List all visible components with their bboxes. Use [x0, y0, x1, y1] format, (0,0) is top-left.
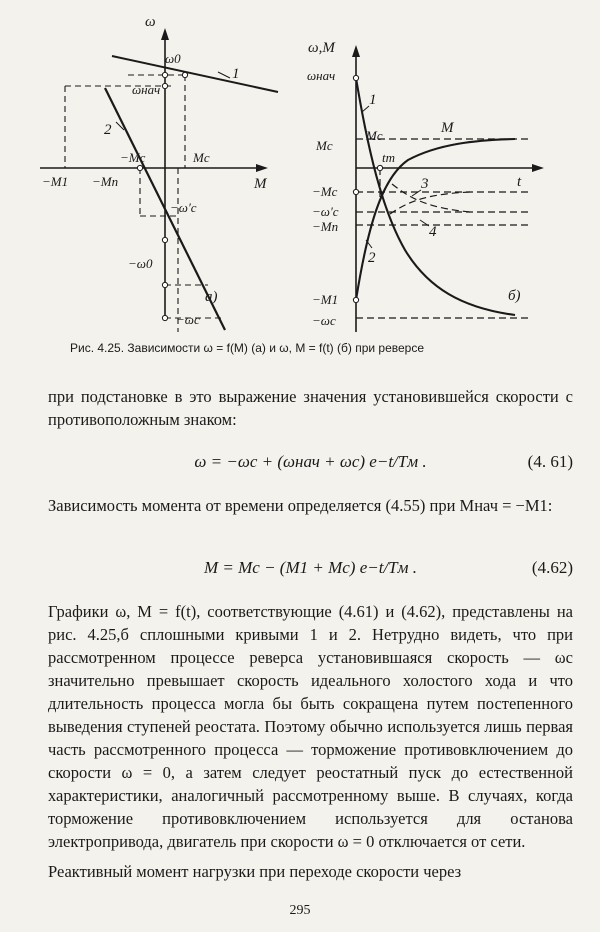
equation-4-61 [48, 452, 573, 478]
paragraph-1: при подстановке в это выражение значения установившейся скорости с противоположным знаком: [48, 387, 573, 429]
equation-4-61-expr: ω = −ωc + (ωнач + ωc) e−t/Tм . [194, 452, 427, 471]
b-label-minus-Mp: −Mп [312, 219, 339, 234]
panel-a-labels [42, 14, 268, 327]
a-label-Mc: Mc [193, 150, 210, 165]
b-curve-2 [356, 139, 515, 300]
b-label-curve3: 3 [421, 176, 429, 192]
paragraph-4: Реактивный момент нагрузки при переходе скорости через [48, 862, 462, 881]
figure-svg [0, 0, 600, 340]
a-label-minus-omega-c: −ωc [176, 312, 200, 327]
a-label-curve1: 1 [232, 66, 240, 82]
equation-4-62-number: (4.62) [531, 558, 573, 577]
b-label-omega-start: ωнач [307, 68, 336, 83]
page-number: 295 [289, 903, 311, 918]
a-label-omega-start: ωнач [132, 82, 161, 97]
a-label-omega: ω [145, 14, 156, 30]
b-label-minus-omega-c: −ωc [312, 313, 336, 328]
figure-4-25 [0, 0, 600, 340]
equation-4-61-number: (4. 61) [527, 452, 573, 471]
equation-4-62 [48, 558, 573, 584]
b-label-axis-t: t [517, 174, 522, 190]
a-label-minus-M1: −M1 [42, 174, 69, 189]
b-label-M-curve: M [441, 120, 454, 136]
b-label-Mc-left: Mc [316, 138, 333, 153]
b-label-panel: б) [508, 288, 521, 304]
panel-b-labels [307, 40, 522, 328]
b-label-minus-omega-c-prime: −ω′c [312, 204, 339, 219]
a-label-minus-omega0: −ω0 [128, 256, 153, 271]
b-label-minus-Mc: −Mc [312, 184, 338, 199]
a-label-omega0: ω0 [165, 51, 181, 66]
panel-a [40, 28, 278, 332]
a-label-minus-omega-c-prime: −ω′c [170, 200, 197, 215]
equation-4-62-expr: M = Mc − (M1 + Mc) e−t/Tм . [204, 558, 417, 577]
a-label-minus-Mp: −Mп [92, 174, 119, 189]
a-label-M: M [254, 176, 267, 192]
b-curve-4 [392, 184, 470, 212]
b-label-minus-M1: −M1 [312, 292, 339, 307]
b-label-curve4: 4 [429, 224, 437, 240]
paragraph-2: Зависимость момента от времени определяется (4.55) при Mнач = −M1: [48, 496, 553, 515]
a-label-panel: а) [205, 289, 218, 305]
b-label-curve1: 1 [369, 92, 377, 108]
paragraph-3: Графики ω, M = f(t), соответствующие (4.61) и (4.62), представлены на рис. 4.25,б сплошными кривыми 1 и 2. Нетрудно видеть, что при рассмотренном процессе реверса установившаяся скорость — ωс значительно превышает скорость идеального холостого хода и что длительность процесса могла бы быть сокращена путем постепенного выведения ступеней реостата. Поэтому обычно используется лишь первая часть рассмотренного процесса — торможение противовключением до скорости ω = 0, а затем следует реостатный пуск до естественной характеристики, аналогичный рассмотренному выше. В случаях, когда торможение противовключением используется для останова электропривода, двигатель при скорости ω = 0 отключается от сети. [48, 602, 573, 851]
b-label-Mc-top: Mc [366, 128, 383, 143]
a-label-minus-Mc: −Mc [120, 150, 146, 165]
figure-caption: Рис. 4.25. Зависимости ω = f(M) (а) и ω, M = f(t) (б) при реверсе [70, 341, 425, 355]
a-label-curve2: 2 [104, 122, 112, 138]
b-label-axis-y: ω,M [308, 40, 335, 56]
b-label-curve2: 2 [368, 250, 376, 266]
b-label-t-t: tт [382, 150, 395, 165]
